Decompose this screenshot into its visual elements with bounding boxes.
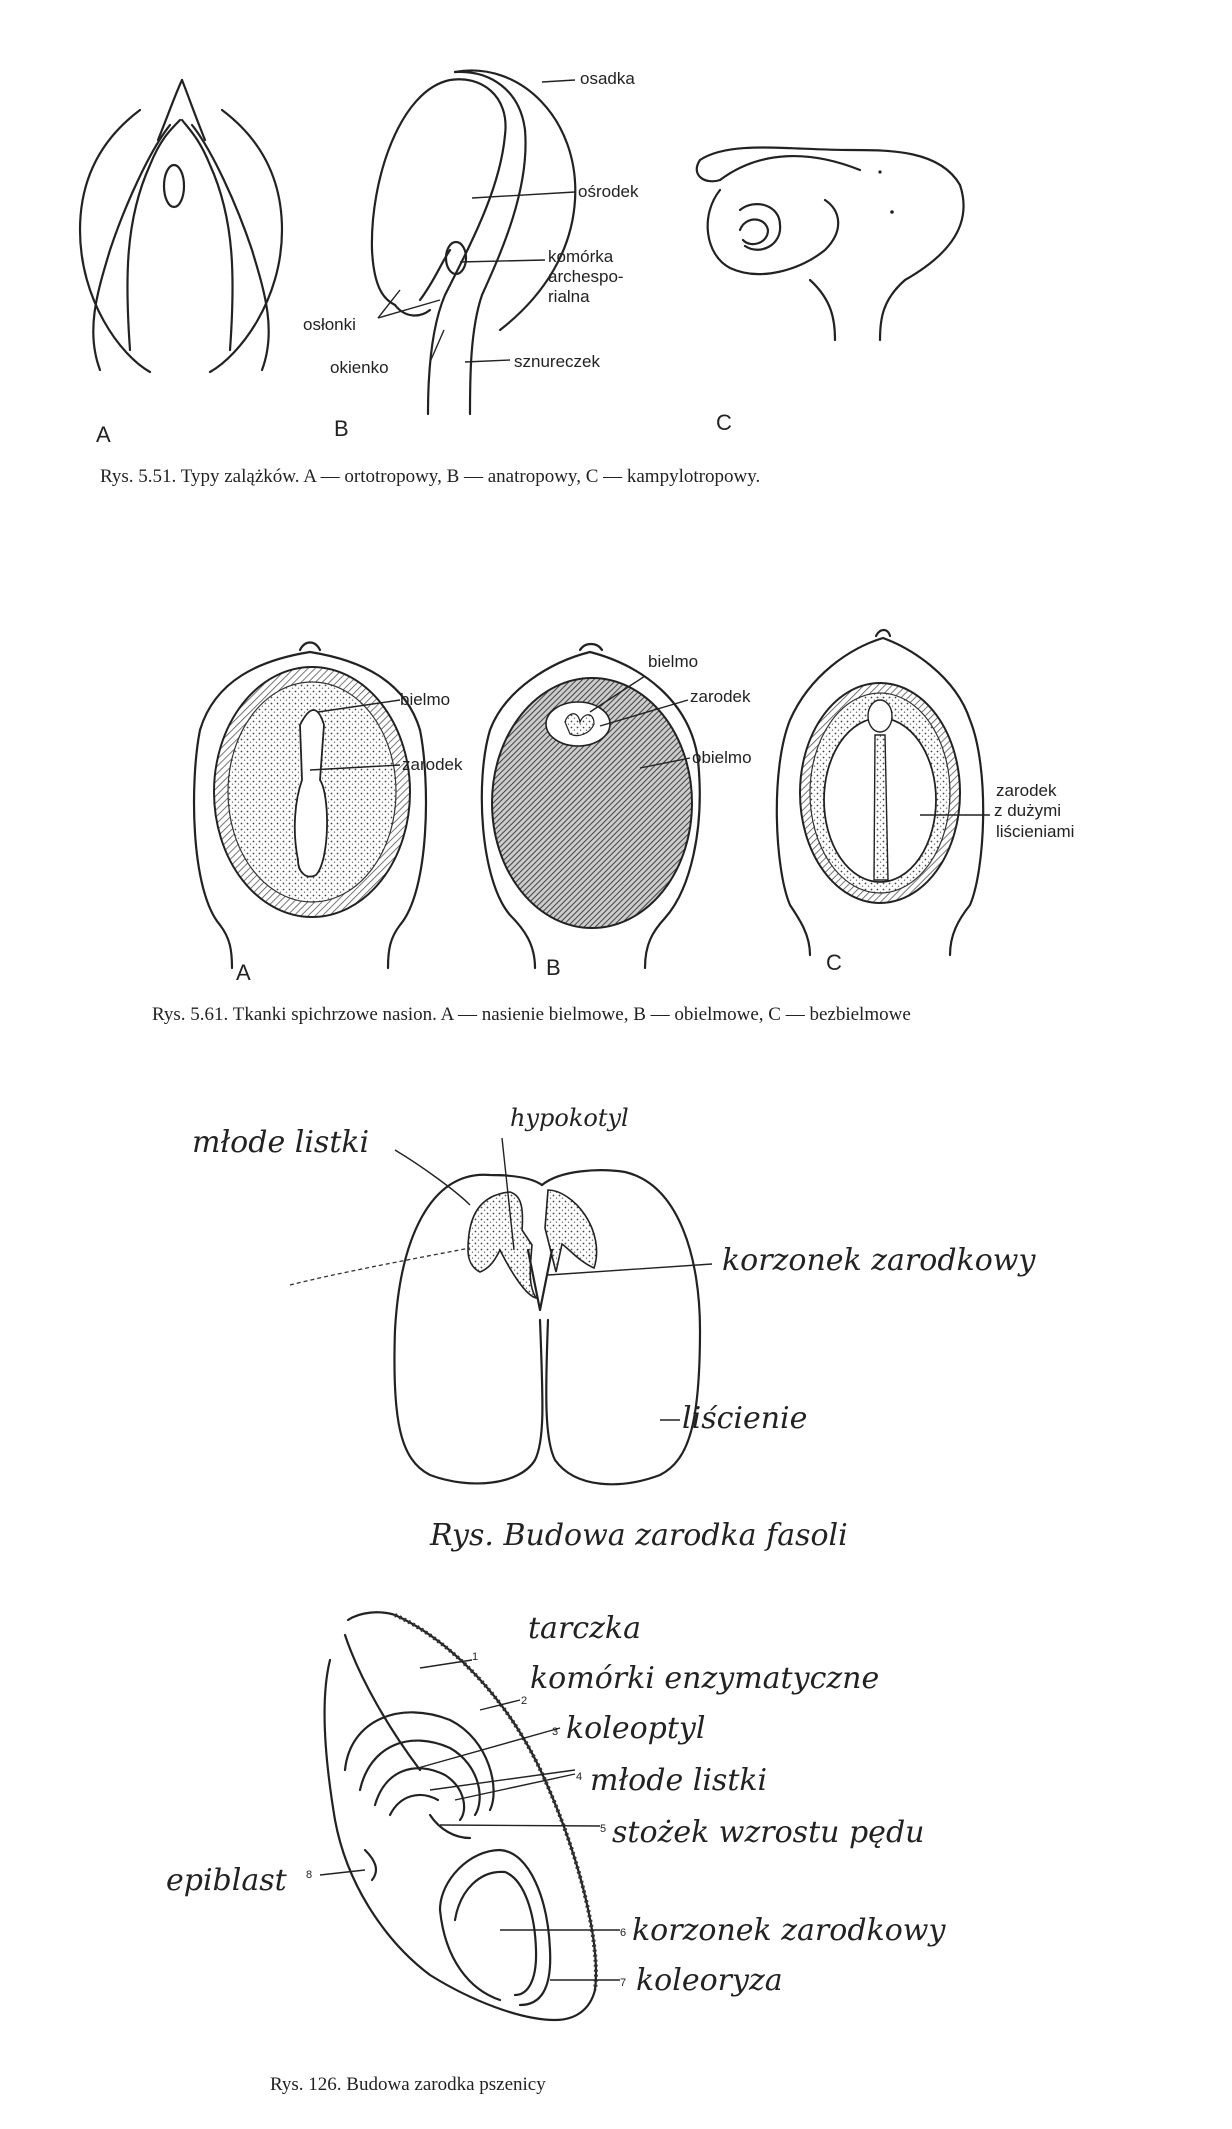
- num-8: 8: [306, 1869, 313, 1881]
- label-hypokotyl: hypokotyl: [510, 1104, 629, 1132]
- label-koleoptyl: koleoptyl: [566, 1711, 706, 1746]
- label-zarodek-a: zarodek: [402, 755, 463, 774]
- num-3: 3: [552, 1726, 559, 1738]
- label-sznureczek: sznureczek: [514, 352, 600, 371]
- label-epiblast: epiblast: [166, 1863, 287, 1898]
- label-korzonek-bean: korzonek zarodkowy: [722, 1243, 1036, 1278]
- num-6: 6: [620, 1927, 627, 1939]
- label-stozek: stożek wzrostu pędu: [612, 1815, 925, 1850]
- label-osadka: osadka: [580, 69, 635, 88]
- seed-endospermic: [194, 643, 426, 969]
- fig2-letter-b: B: [546, 955, 561, 980]
- num-1: 1: [472, 1651, 479, 1663]
- label-bielmo-a: bielmo: [400, 690, 451, 709]
- label-tarczka: tarczka: [528, 1611, 641, 1646]
- label-okienko: okienko: [330, 358, 389, 377]
- label-komorka-2: archespo-: [548, 267, 624, 286]
- label-komorka-1: komórka: [548, 247, 614, 266]
- ovule-campylotropous: [697, 148, 964, 341]
- num-2: 2: [521, 1695, 528, 1707]
- label-mlode-listki-bean: młode listki: [192, 1125, 370, 1160]
- num-4: 4: [576, 1771, 583, 1783]
- label-mlode-listki-wheat: młode listki: [590, 1763, 768, 1798]
- label-zarodek-b: zarodek: [690, 687, 751, 706]
- label-koleoryza: koleoryza: [636, 1963, 783, 1998]
- fig2-caption: Rys. 5.61. Tkanki spichrzowe nasion. A — nasienie bielmowe, B — obielmowe, C — bezbielmowe: [152, 1004, 911, 1025]
- label-korzonek-wheat: korzonek zarodkowy: [632, 1913, 946, 1948]
- fig3-caption: Rys. Budowa zarodka fasoli: [430, 1518, 848, 1553]
- label-osrodek: ośrodek: [578, 182, 639, 201]
- fig1-caption: Rys. 5.51. Typy zalążków. A — ortotropowy, B — anatropowy, C — kampylotropowy.: [100, 466, 761, 487]
- label-liscienie: liścienie: [682, 1401, 808, 1436]
- seed-exalbuminous: [777, 630, 990, 955]
- seed-perispermic: [482, 644, 700, 968]
- fig4-caption: Rys. 126. Budowa zarodka pszenicy: [270, 2074, 546, 2095]
- fig1-letter-b: B: [334, 416, 349, 441]
- ovule-ortotropous: [80, 80, 282, 372]
- label-zarodek-c-2: z dużymi: [994, 801, 1062, 820]
- label-zarodek-c-1: zarodek: [996, 781, 1057, 800]
- label-komorki-enzymatyczne: komórki enzymatyczne: [530, 1661, 880, 1696]
- label-bielmo-b: bielmo: [648, 652, 699, 671]
- label-obielmo: obielmo: [692, 748, 752, 767]
- label-zarodek-c-3: liścieniami: [996, 822, 1075, 841]
- num-5: 5: [600, 1823, 607, 1835]
- fig2-letter-c: C: [826, 950, 842, 975]
- label-oslonki: osłonki: [303, 315, 356, 334]
- fig2-letter-a: A: [236, 960, 251, 985]
- num-7: 7: [620, 1977, 627, 1989]
- fig1-letter-c: C: [716, 410, 732, 435]
- label-komorka-3: rialna: [548, 287, 590, 306]
- bean-embryo: [290, 1138, 712, 1484]
- fig1-letter-a: A: [96, 422, 111, 447]
